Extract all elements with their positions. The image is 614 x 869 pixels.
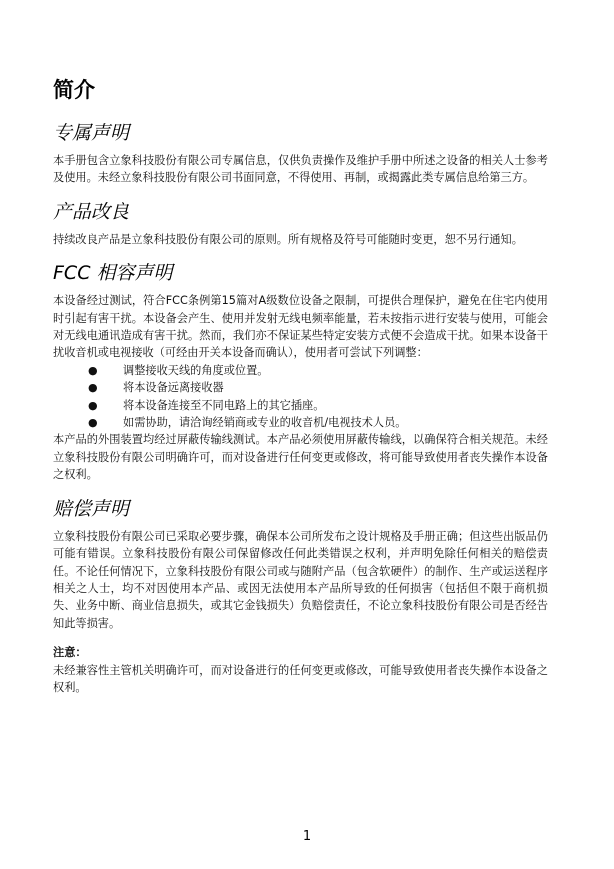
bullet-icon: ● [88, 363, 98, 377]
page-title: 简介 [53, 78, 95, 102]
section-heading-fcc: FCC 相容声明 [53, 262, 173, 285]
note-label: 注意： [53, 646, 87, 660]
list-item-text: 调整接收天线的角度或位置。 [123, 363, 269, 377]
bullet-icon: ● [88, 398, 98, 412]
note-text: 未经兼容性主管机关明确许可，而对设备进行的任何变更或修改，可能导致使用者丧失操作本设备之权利。 [53, 663, 548, 694]
section-paragraph-fcc: 本设备经过测试，符合FCC条例第15篇对A级数位设备之限制，可提供合理保护，避免在住宅内使用时引起有害干扰。本设备会产生、使用并发射无线电频率能量，若未按指示进行安装与使用，可能会对无线电通讯造成有害干扰。然而，我们亦不保证某些特定安装方式便不会造成干扰。如果本设备干扰收音机或电视接收（可经由开关本设备而确认），使用者可尝试下列调整： [53, 294, 548, 360]
section-heading-improvement: 产品改良 [53, 200, 130, 223]
bullet-icon: ● [88, 416, 98, 430]
page-number: 1 [302, 829, 312, 844]
list-item [53, 362, 548, 379]
section-heading-proprietary: 专属声明 [53, 122, 130, 144]
list-item [53, 414, 548, 431]
section-heading-liability: 赔偿声明 [53, 497, 130, 520]
list-item-text: 如需协助，请洽询经销商或专业的收音机/电视技术人员。 [123, 416, 407, 430]
list-item [53, 397, 548, 414]
section-paragraph-improvement: 持续改良产品是立象科技股份有限公司的原则。所有规格及符号可能随时变更，恕不另行通知。 [53, 232, 523, 246]
list-item-text: 将本设备连接至不同电路上的其它插座。 [123, 398, 325, 412]
bullet-icon: ● [88, 381, 98, 395]
fcc-adjustment-list [53, 362, 548, 432]
section-paragraph-proprietary: 本手册包含立象科技股份有限公司专属信息，仅供负责操作及维护手册中所述之设备的相关人士参考及使用。未经立象科技股份有限公司书面同意，不得使用、再制，或揭露此类专属信息给第三方。 [53, 154, 548, 185]
section-paragraph-liability: 立象科技股份有限公司已采取必要步骤，确保本公司所发布之设计规格及手册正确；但这些出版品仍可能有错误。立象科技股份有限公司保留修改任何此类错误之权利，并声明免除任何相关的赔偿责任。不论任何情况下，立象科技股份有限公司或与随附产品（包含软硬件）的制作、生产或运送程序相关之人士，均不对因使用本产品、或因无法使用本产品所导致的任何损害（包括但不限于商机损失、业务中断、商业信息损失，或其它金钱损失）负赔偿责任，不论立象科技股份有限公司是否经告知此等损害。 [53, 529, 548, 630]
list-item-text: 将本设备远离接收器 [123, 381, 224, 395]
page-content [53, 76, 548, 696]
section-paragraph-fcc-shielding: 本产品的外围装置均经过屏蔽传输线测试。本产品必须使用屏蔽传输线，以确保符合相关规范。未经立象科技股份有限公司明确许可，而对设备进行任何变更或修改，将可能导致使用者丧失操作本设备之权利。 [53, 433, 548, 482]
list-item [53, 379, 548, 396]
